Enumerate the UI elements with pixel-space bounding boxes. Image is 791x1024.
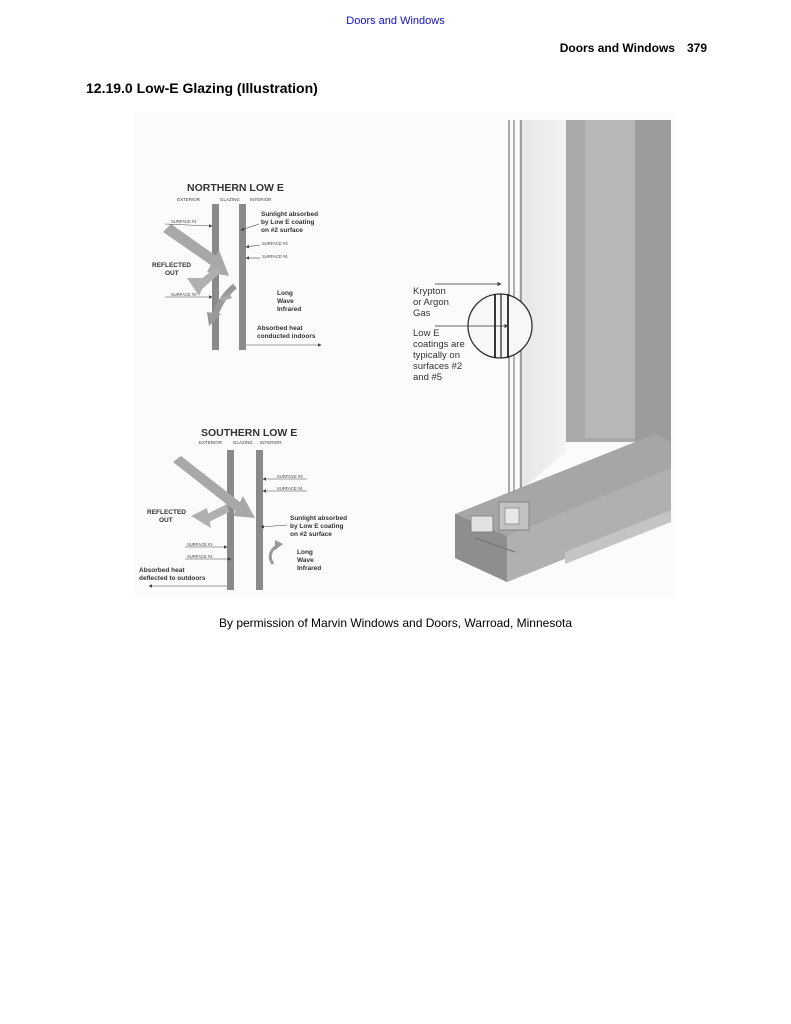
southern-title: SOUTHERN LOW E [201,427,298,439]
southern-sunlight-line-1: Sunlight absorbed [290,515,348,522]
window-glass [519,120,566,492]
northern-surface-4: SURFACE #4 [262,254,288,259]
northern-sunlight-line-1: Sunlight absorbed [261,211,319,218]
northern-long-3: Infrared [277,306,302,313]
northern-absorbed-1: Absorbed heat [257,325,303,332]
northern-sunlight-line-2: by Low E coating [261,219,315,226]
coat-label-2: coatings are [413,339,465,350]
gas-label-1: Krypton [413,286,446,297]
southern-deflected-1: Absorbed heat [139,567,185,574]
southern-long-2: Wave [297,557,314,564]
top-link[interactable]: Doors and Windows [346,15,445,27]
northern-col-glazing: GLAZING [220,197,240,202]
northern-title: NORTHERN LOW E [187,182,284,194]
running-title: Doors and Windows [559,41,675,55]
gas-label-2: or Argon [413,297,449,308]
southern-inner-pane [256,450,263,590]
southern-surface-4: SURFACE #4 [277,486,303,491]
northern-reflected-2: OUT [165,270,179,277]
southern-col-exterior: EXTERIOR [199,440,223,445]
coat-label-4: surfaces #2 [413,361,463,372]
coat-label-1: Low E [413,328,440,339]
southern-long-3: Infrared [297,565,322,572]
northern-surface-2: SURFACE #2 [171,292,197,297]
northern-inner-pane [239,204,246,350]
low-e-illustration [135,112,675,598]
southern-reflected-1: REFLECTED [147,509,186,516]
northern-long-2: Wave [277,298,294,305]
gas-label-3: Gas [413,308,431,319]
northern-surface-3: SURFACE #3 [262,241,288,246]
northern-col-interior: INTERIOR [250,197,272,202]
northern-long-1: Long [277,290,293,297]
southern-outer-pane [227,450,234,590]
northern-surface-1: SURFACE #1 [171,219,197,224]
southern-surface-2: SURFACE #2 [187,554,213,559]
page-number: 379 [686,41,707,55]
southern-surface-3: SURFACE #3 [277,474,303,479]
southern-col-interior: INTERIOR [260,440,282,445]
southern-sunlight-line-3: on #2 surface [290,531,332,538]
figure-caption: By permission of Marvin Windows and Doors, Warroad, Minnesota [218,616,573,630]
coat-label-3: typically on [413,350,460,361]
northern-absorbed-2: conducted indoors [257,333,316,340]
northern-sunlight-line-3: on #2 surface [261,227,303,234]
southern-sunlight-line-2: by Low E coating [290,523,344,530]
northern-col-exterior: EXTERIOR [177,197,201,202]
section-title: 12.19.0 Low-E Glazing (Illustration) [86,80,318,96]
southern-deflected-2: deflected to outdoors [139,575,206,582]
coat-label-5: and #5 [413,372,443,383]
southern-long-1: Long [297,549,313,556]
northern-reflected-1: REFLECTED [152,262,191,269]
southern-surface-1: SURFACE #1 [187,542,213,547]
southern-reflected-2: OUT [159,517,173,524]
running-head [560,41,707,55]
southern-col-glazing: GLAZING [233,440,253,445]
